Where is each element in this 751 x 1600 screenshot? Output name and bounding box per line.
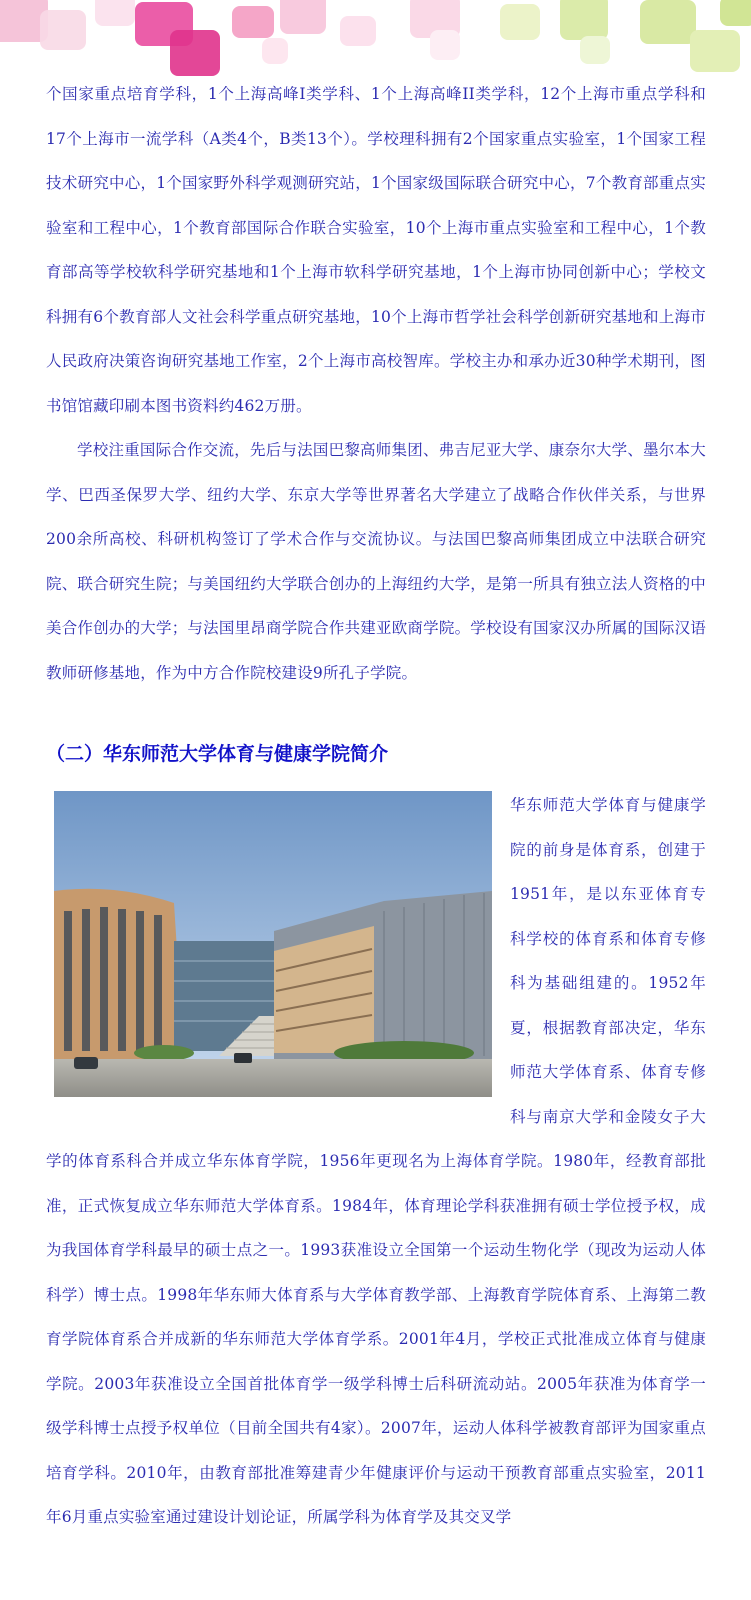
paragraph-research-facilities: 个国家重点培育学科，1个上海高峰I类学科、1个上海高峰II类学科，12个上海市重点学科和17个上海市一流学科（A类4个，B类13个）。学校理科拥有2个国家重点实验室，1个国家工程技术研究中心，1个国家野外科学观测研究站，1个国家级国际联合研究中心，7个教育部重点实验室和工程中心，1个教育部国际合作联合实验室，10个上海市重点实验室和工程中心，1个教育部高等学校软科学研究基地和1个上海市软科学研究基地，1个上海市协同创新中心；学校文科拥有6个教育部人文社会科学重点研究基地，10个上海市哲学社会科学创新研究基地和上海市人民政府决策咨询研究基地工作室，2个上海市高校智库。学校主办和承办近30种学术期刊，图书馆馆藏印刷本图书资料约462万册。	[46, 85, 706, 415]
campus-building-photo	[54, 791, 492, 1097]
paragraph-college-history: 华东师范大学体育与健康学院的前身是体育系，创建于1951年，是以东亚体育专科学校的体育系和体育专修科为基础组建的。1952年夏，根据教育部决定，华东师范大学体育系、体育专修科与南京大学和金陵女子大学的体育系科合并成立华东体育学院，1956年更现名为上海体育学院。1980年，经教育部批准，正式恢复成立华东师范大学体育系。1984年，体育理论学科获准拥有硕士学位授予权，成为我国体育学科最早的硕士点之一。1993获准设立全国第一个运动生物化学（现改为运动人体科学）博士点。1998年华东师大体育系与大学体育教学部、上海教育学院体育系、上海第二教育学院体育系合并成新的华东师范大学体育学系。2001年4月，学校正式批准成立体育与健康学院。2003年获准设立全国首批体育学一级学科博士后科研流动站。2005年获准为体育学一级学科博士点授予权单位（目前全国共有4家）。2007年，运动人体科学被教育部评为国家重点培育学科。2010年，由教育部批准筹建青少年健康评价与运动干预教育部重点实验室，2011年6月重点实验室通过建设计划论证，所属学科为体育学及其交叉学	[46, 796, 706, 1526]
header-decoration	[0, 0, 751, 80]
paragraph-international-cooperation: 学校注重国际合作交流，先后与法国巴黎高师集团、弗吉尼亚大学、康奈尔大学、墨尔本大学、巴西圣保罗大学、纽约大学、东京大学等世界著名大学建立了战略合作伙伴关系，与世界200余所高校、科研机构签订了学术合作与交流协议。与法国巴黎高师集团成立中法联合研究院、联合研究生院；与美国纽约大学联合创办的上海纽约大学，是第一所具有独立法人资格的中美合作创办的大学；与法国里昂商学院合作共建亚欧商学院。学校设有国家汉办所属的国际汉语教师研修基地，作为中方合作院校建设9所孔子学院。	[46, 441, 706, 682]
section-title: （二）华东师范大学体育与健康学院简介	[46, 743, 389, 765]
document-page	[46, 72, 706, 1540]
